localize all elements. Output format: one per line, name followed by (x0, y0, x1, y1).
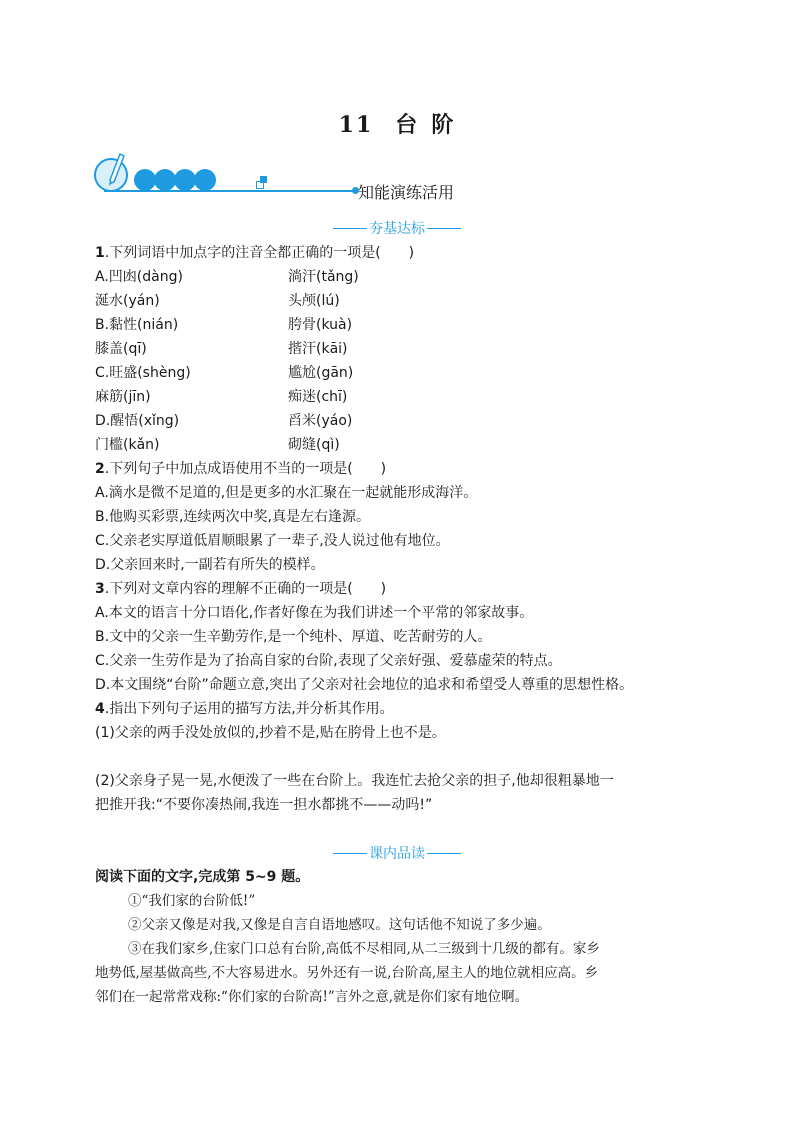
q1-option-a-2: 淌汗(tǎng) (288, 269, 359, 285)
banner-dot (134, 169, 156, 191)
question-text: .下列词语中加点字的注音全都正确的一项是( ) (104, 245, 415, 261)
q1-option-a-3: 涎水(yán) (95, 293, 160, 309)
title-char-1: 台 (395, 112, 420, 138)
q2-option-c: C.父亲老实厚道低眉顺眼累了一辈子,没人说过他有地位。 (95, 533, 450, 549)
q3-option-c: C.父亲一生劳作是为了抬高自家的台阶,表现了父亲好强、爱慕虚荣的特点。 (95, 653, 562, 669)
banner-dot (154, 169, 176, 191)
question-text: .下列句子中加点成语使用不当的一项是( ) (104, 461, 387, 477)
q1-option-d-1: D.醒悟(xǐng) (95, 413, 180, 429)
reading-instruction: 阅读下面的文字,完成第 5~9 题。 (95, 869, 310, 885)
banner-squares (256, 176, 270, 190)
reading-paragraph-3-line-2: 地势低,屋基做高些,不大容易进水。另外还有一说,台阶高,屋主人的地位就相应高。乡 (95, 965, 599, 981)
section-rule-right (427, 853, 461, 854)
section-header-basic (0, 218, 794, 238)
q1-option-b-2: 胯骨(kuà) (288, 317, 353, 333)
q2-option-b: B.他购买彩票,连续两次中奖,真是左右逢源。 (95, 509, 370, 525)
reading-paragraph-1: ①“我们家的台阶低!” (128, 893, 256, 909)
q1-option-d-3: 门槛(kǎn) (95, 437, 160, 453)
section-label: 夯基达标 (369, 221, 425, 237)
q1-option-a-4: 头颅(lú) (288, 293, 340, 309)
banner-square-filled (260, 176, 267, 183)
reading-paragraph-3-line-1: ③在我们家乡,住家门口总有台阶,高低不尽相同,从二三级到十几级的都有。家乡 (128, 941, 600, 957)
q1-option-c-2: 尴尬(gān) (288, 365, 354, 381)
question-number: 4 (95, 701, 105, 717)
q4-sentence-2-line-1: (2)父亲身子晃一晃,水便泼了一些在台阶上。我连忙去抢父亲的担子,他却很粗暴地一 (95, 773, 614, 789)
question-4-stem (95, 700, 394, 718)
q1-option-c-1: C.旺盛(shèng) (95, 365, 191, 381)
pen-icon (100, 152, 130, 192)
section-header-reading (0, 843, 794, 863)
question-number: 1 (95, 245, 105, 261)
q3-option-d: D.本文围绕“台阶”命题立意,突出了父亲对社会地位的追求和希望受人尊重的思想性格。 (95, 677, 634, 693)
q4-sentence-1: (1)父亲的两手没处放似的,抄着不是,贴在胯骨上也不是。 (95, 725, 446, 741)
reading-paragraph-2: ②父亲又像是对我,又像是自言自语地感叹。这句话他不知说了多少遍。 (128, 917, 551, 933)
question-number: 3 (95, 581, 105, 597)
question-2-stem (95, 460, 386, 478)
question-1-stem (95, 244, 414, 262)
section-rule-left (333, 853, 367, 854)
question-3-stem (95, 580, 386, 598)
banner-dot (194, 169, 216, 191)
question-number: 2 (95, 461, 105, 477)
q1-option-b-4: 揩汗(kāi) (288, 341, 348, 357)
q3-option-b: B.文中的父亲一生辛勤劳作,是一个纯朴、厚道、吃苦耐劳的人。 (95, 629, 492, 645)
section-banner (92, 152, 492, 208)
question-text: .指出下列句子运用的描写方法,并分析其作用。 (104, 701, 394, 717)
question-text: .下列对文章内容的理解不正确的一项是( ) (104, 581, 387, 597)
q4-sentence-2-line-2: 把推开我:“不要你凑热闹,我连一担水都挑不——动吗!” (95, 797, 433, 813)
q1-option-a-1: A.凹凼(dàng) (95, 269, 183, 285)
banner-dot (174, 169, 196, 191)
q1-option-b-1: B.黏性(nián) (95, 317, 179, 333)
banner-line (104, 190, 354, 192)
reading-paragraph-3-line-3: 邻们在一起常常戏称:“你们家的台阶高!”言外之意,就是你们家有地位啊。 (95, 989, 529, 1005)
page-title (0, 108, 794, 139)
section-label: 课内品读 (369, 846, 425, 862)
lesson-number: 11 (338, 112, 374, 138)
q2-option-a: A.滴水是微不足道的,但是更多的水汇聚在一起就能形成海洋。 (95, 485, 478, 501)
q1-option-d-2: 舀米(yáo) (288, 413, 353, 429)
q3-option-a: A.本文的语言十分口语化,作者好像在为我们讲述一个平常的邻家故事。 (95, 605, 534, 621)
q1-option-c-4: 痴迷(chī) (288, 389, 348, 405)
q1-option-b-3: 膝盖(qī) (95, 341, 147, 357)
q2-option-d: D.父亲回来时,一副若有所失的模样。 (95, 557, 325, 573)
q1-option-c-3: 麻筋(jīn) (95, 389, 151, 405)
q1-option-d-4: 砌缝(qì) (288, 437, 340, 453)
section-rule-left (333, 228, 367, 229)
title-char-2: 阶 (431, 112, 456, 138)
banner-label: 知能演练活用 (358, 183, 455, 202)
section-rule-right (427, 228, 461, 229)
